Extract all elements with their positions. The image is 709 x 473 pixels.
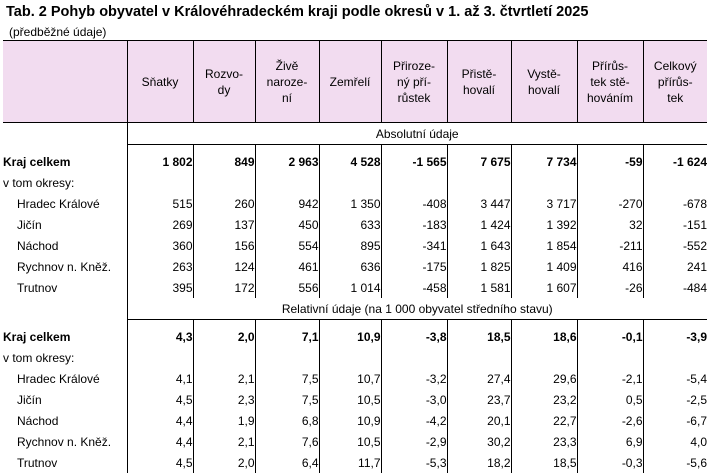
table-cell: -408 bbox=[381, 193, 447, 214]
table-cell: 4,4 bbox=[127, 410, 193, 431]
table-cell bbox=[511, 172, 577, 193]
table-cell bbox=[319, 347, 381, 368]
table-cell: -211 bbox=[577, 235, 643, 256]
table-cell: 22,7 bbox=[511, 410, 577, 431]
table-cell: 1 825 bbox=[447, 256, 511, 277]
table-cell: 3 447 bbox=[447, 193, 511, 214]
table-cell: -3,8 bbox=[381, 326, 447, 347]
table-cell: -270 bbox=[577, 193, 643, 214]
table-cell: 18,6 bbox=[511, 326, 577, 347]
table-subtitle: (předběžné údaje) bbox=[9, 25, 107, 39]
table-cell bbox=[381, 172, 447, 193]
column-header-line: tek stě- bbox=[590, 74, 630, 89]
table-cell: -552 bbox=[643, 235, 707, 256]
table-cell bbox=[319, 172, 381, 193]
table-cell: -5,4 bbox=[643, 368, 707, 389]
table-cell: 1 854 bbox=[511, 235, 577, 256]
column-header bbox=[447, 41, 511, 123]
table-cell: 23,7 bbox=[447, 389, 511, 410]
column-header-line: růstek bbox=[397, 90, 431, 105]
table-cell: -458 bbox=[381, 277, 447, 298]
row-label: Rychnov n. Kněž. bbox=[3, 256, 127, 277]
table-cell: 3 717 bbox=[511, 193, 577, 214]
row-label: Kraj celkem bbox=[3, 326, 127, 347]
table-cell: 10,9 bbox=[319, 326, 381, 347]
table-row bbox=[3, 431, 707, 452]
table-cell: 7 675 bbox=[447, 151, 511, 172]
row-label: Hradec Králové bbox=[3, 368, 127, 389]
table-cell: 4,0 bbox=[643, 431, 707, 452]
table-cell: 30,2 bbox=[447, 431, 511, 452]
section-title: Relativní údaje (na 1 000 obyvatel středního stavu) bbox=[127, 298, 707, 320]
row-label: v tom okresy: bbox=[3, 172, 127, 193]
table-cell: 11,7 bbox=[319, 452, 381, 473]
table-cell: -175 bbox=[381, 256, 447, 277]
table-cell: 6,8 bbox=[255, 410, 319, 431]
table-cell bbox=[577, 172, 643, 193]
table-cell: 1,9 bbox=[193, 410, 255, 431]
table-cell: 1 581 bbox=[447, 277, 511, 298]
table-cell: 18,2 bbox=[447, 452, 511, 473]
table-cell: 849 bbox=[193, 151, 255, 172]
table-cell: -3,9 bbox=[643, 326, 707, 347]
table-cell: -484 bbox=[643, 277, 707, 298]
table-row bbox=[3, 214, 707, 235]
table-cell: 895 bbox=[319, 235, 381, 256]
table-cell: -1 624 bbox=[643, 151, 707, 172]
column-header-line: Přistě- bbox=[461, 66, 497, 81]
column-header-line: hovalí bbox=[462, 82, 496, 97]
column-header-line: přírůs- bbox=[657, 74, 693, 89]
table-row bbox=[3, 368, 707, 389]
table-cell: 1 802 bbox=[127, 151, 193, 172]
row-label: Kraj celkem bbox=[3, 151, 127, 172]
column-header-line: Živě bbox=[275, 58, 299, 73]
table-cell: -5,6 bbox=[643, 452, 707, 473]
table-cell: 6,4 bbox=[255, 452, 319, 473]
table-cell: 260 bbox=[193, 193, 255, 214]
column-header bbox=[643, 41, 707, 123]
table-cell: 20,1 bbox=[447, 410, 511, 431]
table-row bbox=[3, 256, 707, 277]
table-cell: -0,3 bbox=[577, 452, 643, 473]
column-header-line: Vystě- bbox=[527, 66, 561, 81]
table-row bbox=[3, 277, 707, 298]
table-cell: -59 bbox=[577, 151, 643, 172]
table-row bbox=[3, 452, 707, 473]
table-row bbox=[3, 389, 707, 410]
table-cell: 137 bbox=[193, 214, 255, 235]
table-cell: 4 528 bbox=[319, 151, 381, 172]
table-cell: 1 424 bbox=[447, 214, 511, 235]
table-cell bbox=[447, 172, 511, 193]
table-cell: 2,1 bbox=[193, 431, 255, 452]
table-cell: 1 014 bbox=[319, 277, 381, 298]
table-cell: 263 bbox=[127, 256, 193, 277]
table-cell: -2,9 bbox=[381, 431, 447, 452]
column-header-line: Rozvo- bbox=[204, 66, 243, 81]
row-label: Jičín bbox=[3, 214, 127, 235]
table-cell: -2,5 bbox=[643, 389, 707, 410]
table-cell: 1 350 bbox=[319, 193, 381, 214]
table-cell: 10,5 bbox=[319, 431, 381, 452]
table-cell: -2,1 bbox=[577, 368, 643, 389]
table-row-sublabel bbox=[3, 347, 707, 368]
table-cell: 515 bbox=[127, 193, 193, 214]
section-header-row bbox=[3, 298, 707, 320]
row-label: Náchod bbox=[3, 235, 127, 256]
table-cell: -3,2 bbox=[381, 368, 447, 389]
table-cell: -2,6 bbox=[577, 410, 643, 431]
column-header bbox=[319, 41, 381, 123]
table-cell: 10,9 bbox=[319, 410, 381, 431]
table-cell: 4,5 bbox=[127, 452, 193, 473]
table-cell bbox=[577, 347, 643, 368]
table-title: Tab. 2 Pohyb obyvatel v Královéhradeckém kraji podle okresů v 1. až 3. čtvrtletí 2025 bbox=[6, 4, 589, 20]
column-header-line: Sňatky bbox=[141, 74, 179, 89]
table-row-total bbox=[3, 326, 707, 347]
table-cell: 23,2 bbox=[511, 389, 577, 410]
table-cell: 4,3 bbox=[127, 326, 193, 347]
table-cell: -3,0 bbox=[381, 389, 447, 410]
header-corner bbox=[3, 41, 127, 123]
column-header-line: tek bbox=[667, 90, 684, 105]
table-cell: -151 bbox=[643, 214, 707, 235]
table-cell bbox=[193, 172, 255, 193]
table-cell: -4,2 bbox=[381, 410, 447, 431]
table-cell: 1 607 bbox=[511, 277, 577, 298]
table-cell: 556 bbox=[255, 277, 319, 298]
column-header-line: Celkový bbox=[653, 58, 697, 73]
table-cell: -183 bbox=[381, 214, 447, 235]
column-header bbox=[193, 41, 255, 123]
table-cell bbox=[127, 172, 193, 193]
table-cell: -341 bbox=[381, 235, 447, 256]
table-cell: 0,5 bbox=[577, 389, 643, 410]
column-header bbox=[381, 41, 447, 123]
row-label: Hradec Králové bbox=[3, 193, 127, 214]
table-cell: -678 bbox=[643, 193, 707, 214]
table-cell: 269 bbox=[127, 214, 193, 235]
column-header bbox=[511, 41, 577, 123]
column-header-line: naroze- bbox=[266, 74, 308, 89]
column-header-line: dy bbox=[217, 82, 231, 97]
table-cell: 10,7 bbox=[319, 368, 381, 389]
table-cell: 554 bbox=[255, 235, 319, 256]
column-header bbox=[577, 41, 643, 123]
table-cell: 241 bbox=[643, 256, 707, 277]
row-label: Trutnov bbox=[3, 277, 127, 298]
row-label bbox=[3, 123, 127, 145]
column-header bbox=[255, 41, 319, 123]
table-cell: 2,3 bbox=[193, 389, 255, 410]
table-cell: 1 409 bbox=[511, 256, 577, 277]
table-cell: 2,0 bbox=[193, 452, 255, 473]
table-cell bbox=[255, 347, 319, 368]
table-cell: 124 bbox=[193, 256, 255, 277]
table-cell: 18,5 bbox=[447, 326, 511, 347]
table-cell: 18,5 bbox=[511, 452, 577, 473]
column-header-line: ný pří- bbox=[396, 74, 431, 89]
row-label: Jičín bbox=[3, 389, 127, 410]
column-header-line: ní bbox=[281, 90, 292, 105]
table-cell: 1 643 bbox=[447, 235, 511, 256]
column-header-line: Přiroze- bbox=[392, 58, 435, 73]
table-cell bbox=[193, 347, 255, 368]
column-header-line: Přírůs- bbox=[592, 58, 628, 73]
table-cell bbox=[447, 347, 511, 368]
table-cell bbox=[643, 172, 707, 193]
table-cell: 7,6 bbox=[255, 431, 319, 452]
table-cell: -6,7 bbox=[643, 410, 707, 431]
table-cell: 4,5 bbox=[127, 389, 193, 410]
table-row bbox=[3, 410, 707, 431]
table-cell: 7,5 bbox=[255, 368, 319, 389]
column-header-line: Zemřelí bbox=[329, 74, 371, 89]
table-cell: 23,3 bbox=[511, 431, 577, 452]
table-cell: 6,9 bbox=[577, 431, 643, 452]
table-cell bbox=[511, 347, 577, 368]
row-label bbox=[3, 298, 127, 320]
table-cell: 633 bbox=[319, 214, 381, 235]
table-cell: 2,1 bbox=[193, 368, 255, 389]
row-label: v tom okresy: bbox=[3, 347, 127, 368]
column-header-line: hovalí bbox=[527, 82, 561, 97]
table-cell: 7,1 bbox=[255, 326, 319, 347]
table-cell: 2,0 bbox=[193, 326, 255, 347]
table-cell: 7,5 bbox=[255, 389, 319, 410]
table-cell: 360 bbox=[127, 235, 193, 256]
table-row-total bbox=[3, 151, 707, 172]
table-cell: 27,4 bbox=[447, 368, 511, 389]
table-cell: 4,1 bbox=[127, 368, 193, 389]
table-cell: -1 565 bbox=[381, 151, 447, 172]
table-cell bbox=[643, 347, 707, 368]
table-cell: 2 963 bbox=[255, 151, 319, 172]
table-cell: 461 bbox=[255, 256, 319, 277]
table-cell: -0,1 bbox=[577, 326, 643, 347]
table-cell: 10,5 bbox=[319, 389, 381, 410]
section-title: Absolutní údaje bbox=[127, 123, 707, 145]
table-cell: 4,4 bbox=[127, 431, 193, 452]
table-cell: 450 bbox=[255, 214, 319, 235]
table-cell: 156 bbox=[193, 235, 255, 256]
population-table bbox=[3, 40, 707, 473]
section-header-row bbox=[3, 123, 707, 145]
table-cell bbox=[255, 172, 319, 193]
table-cell: -5,3 bbox=[381, 452, 447, 473]
table-cell bbox=[381, 347, 447, 368]
table-cell: 172 bbox=[193, 277, 255, 298]
row-label: Náchod bbox=[3, 410, 127, 431]
row-label: Trutnov bbox=[3, 452, 127, 473]
table-row-sublabel bbox=[3, 172, 707, 193]
table-cell: 395 bbox=[127, 277, 193, 298]
table-cell: 29,6 bbox=[511, 368, 577, 389]
table-cell bbox=[127, 347, 193, 368]
table-cell: -26 bbox=[577, 277, 643, 298]
column-header-line: hováním bbox=[586, 90, 634, 105]
column-header bbox=[127, 41, 193, 123]
table-cell: 32 bbox=[577, 214, 643, 235]
table-cell: 1 392 bbox=[511, 214, 577, 235]
row-label: Rychnov n. Kněž. bbox=[3, 431, 127, 452]
table-cell: 636 bbox=[319, 256, 381, 277]
table-cell: 416 bbox=[577, 256, 643, 277]
table-cell: 942 bbox=[255, 193, 319, 214]
table-cell: 7 734 bbox=[511, 151, 577, 172]
table-row bbox=[3, 193, 707, 214]
table-row bbox=[3, 235, 707, 256]
